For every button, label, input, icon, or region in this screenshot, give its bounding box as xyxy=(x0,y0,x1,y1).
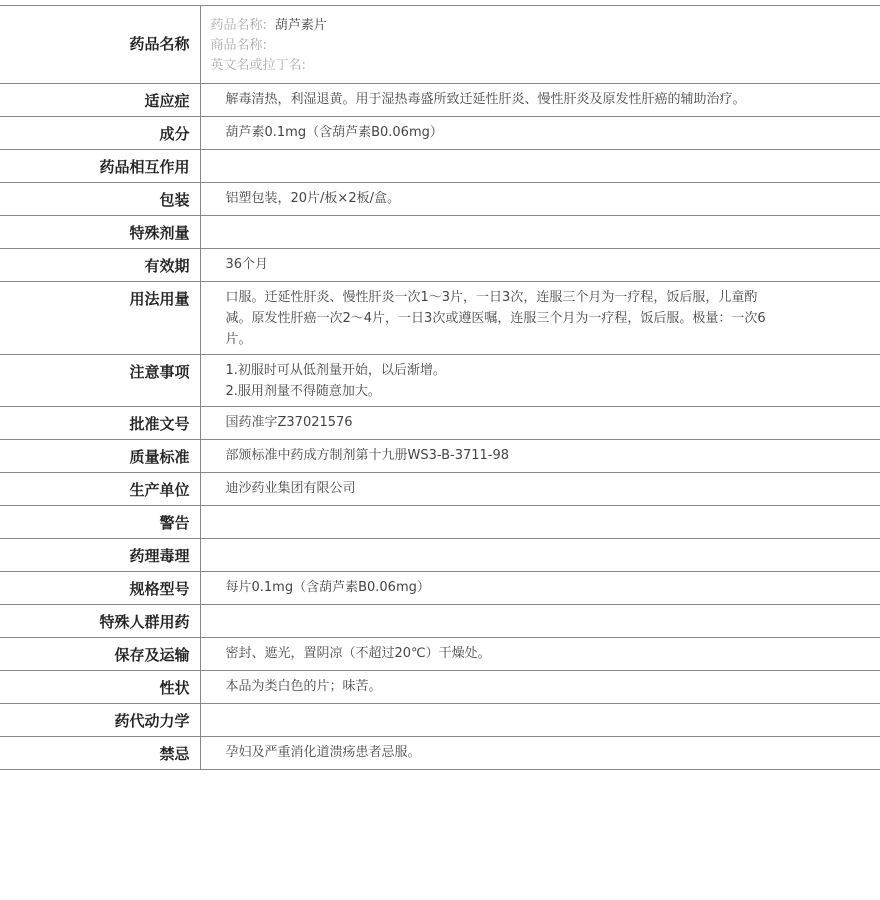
table-row-approval-number xyxy=(0,407,880,440)
interactions-value xyxy=(226,150,781,155)
row-value-cell xyxy=(200,6,880,84)
interactions-label: 药品相互作用 xyxy=(99,158,190,176)
row-label-cell xyxy=(0,84,200,117)
shelf-life-label: 有效期 xyxy=(144,257,190,275)
special-populations-value xyxy=(226,605,781,610)
storage-label: 保存及运输 xyxy=(114,646,190,664)
row-label-cell xyxy=(0,539,200,572)
row-label-cell xyxy=(0,605,200,638)
row-label-cell xyxy=(0,638,200,671)
table-row-precautions xyxy=(0,355,880,407)
english-name-line xyxy=(211,56,880,76)
table-row-manufacturer xyxy=(0,473,880,506)
row-label-cell xyxy=(0,117,200,150)
row-value-cell xyxy=(200,249,880,282)
approval-number-label: 批准文号 xyxy=(129,415,190,433)
quality-standard-value: 部颁标准中药成方制剂第十九册WS3-B-3711-98 xyxy=(225,448,510,463)
table-row-pharmacology xyxy=(0,539,880,572)
specification-value: 每片0.1mg（含葫芦素B0.06mg） xyxy=(225,580,430,595)
table-row-interactions xyxy=(0,150,880,183)
english-name-key: 英文名或拉丁名: xyxy=(210,58,306,73)
drug-name-lines xyxy=(211,6,880,76)
row-value-cell xyxy=(200,572,880,605)
shelf-life-value: 36个月 xyxy=(225,257,269,272)
description-value: 本品为类白色的片；味苦。 xyxy=(225,679,382,694)
row-value-cell xyxy=(200,605,880,638)
special-dosage-value xyxy=(226,216,781,221)
row-label-cell xyxy=(0,183,200,216)
row-value-cell xyxy=(200,216,880,249)
generic-name-line xyxy=(211,16,880,36)
trade-name-line xyxy=(211,36,880,56)
generic-name-key: 药品名称: xyxy=(210,18,267,33)
quality-standard-label: 质量标准 xyxy=(129,448,190,466)
pharmacokinetics-value xyxy=(226,704,781,709)
row-value-cell xyxy=(200,737,880,770)
pharmacology-label: 药理毒理 xyxy=(129,547,190,565)
row-value-cell xyxy=(200,84,880,117)
row-value-cell xyxy=(200,704,880,737)
ingredients-label: 成分 xyxy=(159,125,190,143)
drug-name-label: 药品名称 xyxy=(129,35,190,53)
drug-info-table xyxy=(0,5,880,770)
row-label-cell xyxy=(0,506,200,539)
table-row-contraindications xyxy=(0,737,880,770)
table-row-warning xyxy=(0,506,880,539)
row-value-cell xyxy=(200,440,880,473)
table-row-drug-name xyxy=(0,6,880,84)
row-value-cell xyxy=(200,638,880,671)
table-row-specification xyxy=(0,572,880,605)
row-label-cell xyxy=(0,407,200,440)
ingredients-value: 葫芦素0.1mg（含葫芦素B0.06mg） xyxy=(225,125,443,140)
row-value-cell xyxy=(200,539,880,572)
row-label-cell xyxy=(0,473,200,506)
table-row-description xyxy=(0,671,880,704)
trade-name-key: 商品名称: xyxy=(210,38,267,53)
generic-name-value: 葫芦素片 xyxy=(274,18,327,33)
special-populations-label: 特殊人群用药 xyxy=(99,613,190,631)
table-row-indications xyxy=(0,84,880,117)
row-value-cell xyxy=(200,117,880,150)
table-row-special-dosage xyxy=(0,216,880,249)
row-value-cell xyxy=(200,355,880,407)
row-label-cell xyxy=(0,704,200,737)
pharmacokinetics-label: 药代动力学 xyxy=(114,712,190,730)
contraindications-value: 孕妇及严重消化道溃疡患者忌服。 xyxy=(225,745,421,760)
row-value-cell xyxy=(200,473,880,506)
table-row-dosage-usage xyxy=(0,282,880,355)
special-dosage-label: 特殊剂量 xyxy=(129,224,190,242)
row-label-cell xyxy=(0,282,200,355)
dosage-usage-label: 用法用量 xyxy=(129,290,190,308)
indications-value: 解毒清热，利湿退黄。用于湿热毒盛所致迁延性肝炎、慢性肝炎及原发性肝癌的辅助治疗。 xyxy=(225,92,746,107)
packaging-value: 铝塑包装，20片/板×2板/盒。 xyxy=(225,191,400,206)
indications-label: 适应症 xyxy=(144,92,190,110)
table-row-shelf-life xyxy=(0,249,880,282)
table-row-pharmacokinetics xyxy=(0,704,880,737)
table-row-ingredients xyxy=(0,117,880,150)
row-value-cell xyxy=(200,150,880,183)
row-label-cell xyxy=(0,355,200,407)
warning-value xyxy=(226,506,781,511)
row-value-cell xyxy=(200,506,880,539)
manufacturer-label: 生产单位 xyxy=(129,481,190,499)
warning-label: 警告 xyxy=(159,514,190,532)
row-label-cell xyxy=(0,216,200,249)
row-label-cell xyxy=(0,249,200,282)
specification-label: 规格型号 xyxy=(129,580,190,598)
approval-number-value: 国药准字Z37021576 xyxy=(225,415,353,430)
manufacturer-value: 迪沙药业集团有限公司 xyxy=(225,481,356,496)
row-label-cell xyxy=(0,572,200,605)
storage-value: 密封、遮光，置阴凉（不超过20℃）干燥处。 xyxy=(225,646,491,661)
row-value-cell xyxy=(200,407,880,440)
pharmacology-value xyxy=(226,539,781,544)
table-row-storage xyxy=(0,638,880,671)
row-label-cell xyxy=(0,737,200,770)
description-label: 性状 xyxy=(159,679,190,697)
contraindications-label: 禁忌 xyxy=(159,745,190,763)
table-row-special-populations xyxy=(0,605,880,638)
dosage-usage-value: 口服。迁延性肝炎、慢性肝炎一次1～3片，一日3次，连服三个月为一疗程，饭后服，儿童酌减。原发性肝癌一次2～4片，一日3次或遵医嘱，连服三个月为一疗程，饭后服。极量：一次6片。 xyxy=(225,290,766,347)
row-value-cell xyxy=(200,183,880,216)
row-label-cell xyxy=(0,6,200,84)
precautions-label: 注意事项 xyxy=(129,363,190,381)
row-label-cell xyxy=(0,440,200,473)
precautions-value: 1.初服时可从低剂量开始，以后渐增。 2.服用剂量不得随意加大。 xyxy=(225,363,446,399)
table-row-packaging xyxy=(0,183,880,216)
row-label-cell xyxy=(0,671,200,704)
packaging-label: 包装 xyxy=(159,191,190,209)
row-value-cell xyxy=(200,282,880,355)
row-label-cell xyxy=(0,150,200,183)
row-value-cell xyxy=(200,671,880,704)
table-row-quality-standard xyxy=(0,440,880,473)
